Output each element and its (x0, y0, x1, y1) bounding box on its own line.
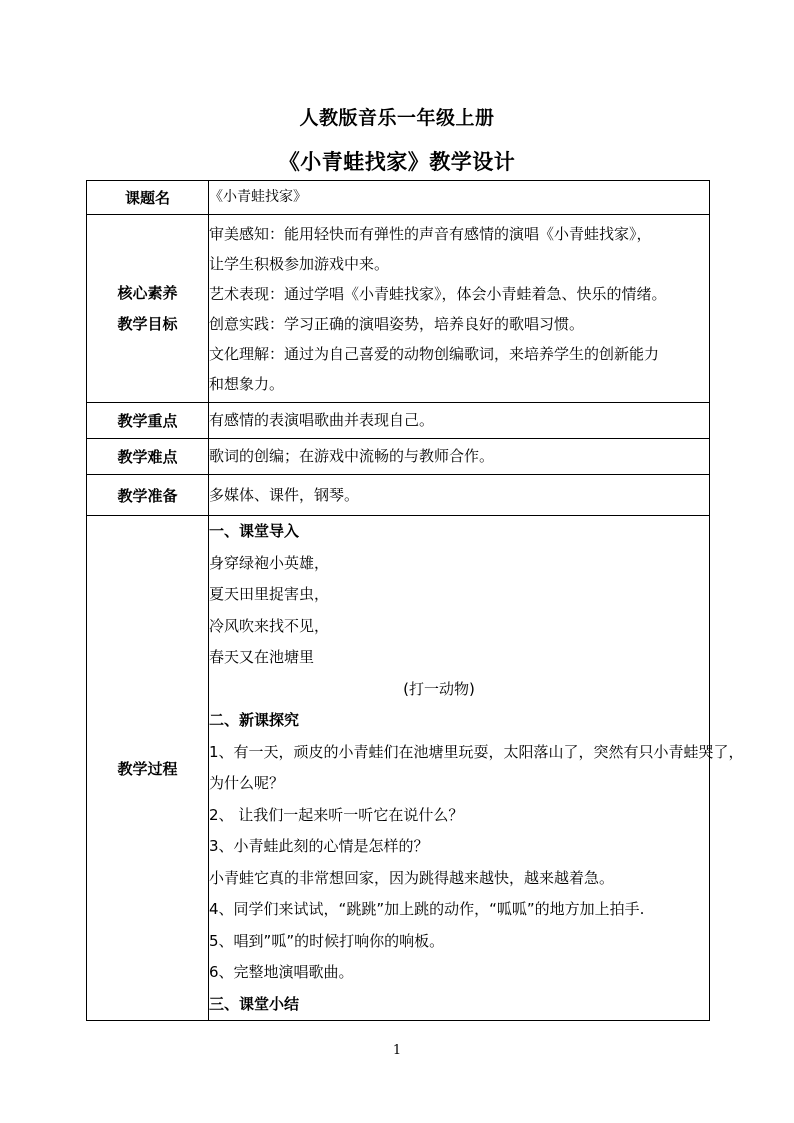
page-number: 1 (392, 1043, 402, 1058)
preparation-label: 教学准备 (87, 475, 209, 516)
process-line: 冷风吹来找不见， (209, 616, 330, 635)
table-row-difficulty (87, 439, 710, 475)
table-row-preparation (87, 475, 710, 516)
topic-label: 课题名 (87, 181, 209, 215)
goals-label-line1: 核心素养 (117, 283, 178, 302)
table-row-process (87, 516, 710, 1021)
process-line: 2、 让我们一起来听一听它在说什么？ (209, 805, 464, 824)
process-line: 为什么呢？ (209, 774, 285, 792)
focus-value: 有感情的表演唱歌曲并表现自己。 (209, 403, 710, 439)
process-content (209, 516, 744, 1021)
goals-content (209, 215, 710, 403)
process-line: 春天又在池塘里 (209, 648, 315, 666)
process-line: 4、同学们来试试，“跳跳”加上跳的动作，“呱呱”的地方加上拍手. (209, 900, 645, 918)
goal-line: 让学生积极参加游戏中来。 (209, 254, 390, 273)
process-line: 6、完整地演唱歌曲。 (209, 963, 354, 981)
goals-label-line2: 教学目标 (117, 314, 178, 333)
preparation-value: 多媒体、课件，钢琴。 (209, 475, 710, 516)
lesson-plan-table (86, 180, 744, 1021)
document-subtitle: 《小青蛙找家》教学设计 (278, 150, 516, 174)
difficulty-label: 教学难点 (87, 439, 209, 475)
table-row-topic (87, 181, 710, 215)
process-line: (打一动物) (403, 679, 475, 698)
goal-line: 文化理解：通过为自己喜爱的动物创编歌词，来培养学生的创新能力 (209, 344, 660, 363)
focus-label: 教学重点 (87, 403, 209, 439)
process-heading: 二、新课探究 (209, 711, 300, 729)
document-title: 人教版音乐一年级上册 (299, 107, 495, 129)
process-label: 教学过程 (87, 516, 209, 1021)
goal-line: 和想象力。 (209, 374, 285, 393)
goals-label (87, 215, 209, 403)
process-line: 身穿绿袍小英雄， (209, 553, 330, 572)
process-line: 夏天田里捉害虫， (209, 585, 330, 603)
table-row-goals (87, 215, 710, 403)
process-line: 5、唱到”呱”的时候打响你的响板。 (209, 931, 445, 950)
process-heading: 一、课堂导入 (209, 522, 300, 540)
process-heading: 三、课堂小结 (209, 994, 300, 1013)
goal-line: 审美感知：能用轻快而有弹性的声音有感情的演唱《小青蛙找家》， (209, 224, 652, 243)
goal-line: 艺术表现：通过学唱《小青蛙找家》，体会小青蛙着急、快乐的情绪。 (209, 284, 667, 303)
topic-value: 《小青蛙找家》 (209, 181, 710, 215)
process-line: 小青蛙它真的非常想回家，因为跳得越来越快，越来越着急。 (209, 868, 615, 887)
difficulty-value: 歌词的创编；在游戏中流畅的与教师合作。 (209, 439, 710, 475)
table-row-focus (87, 403, 710, 439)
goal-line: 创意实践：学习正确的演唱姿势，培养良好的歌唱习惯。 (209, 314, 585, 333)
process-line: 1、有一天，顽皮的小青蛙们在池塘里玩耍，太阳落山了，突然有只小青蛙哭了， (209, 742, 744, 761)
process-line: 3、小青蛙此刻的心情是怎样的？ (209, 837, 429, 855)
